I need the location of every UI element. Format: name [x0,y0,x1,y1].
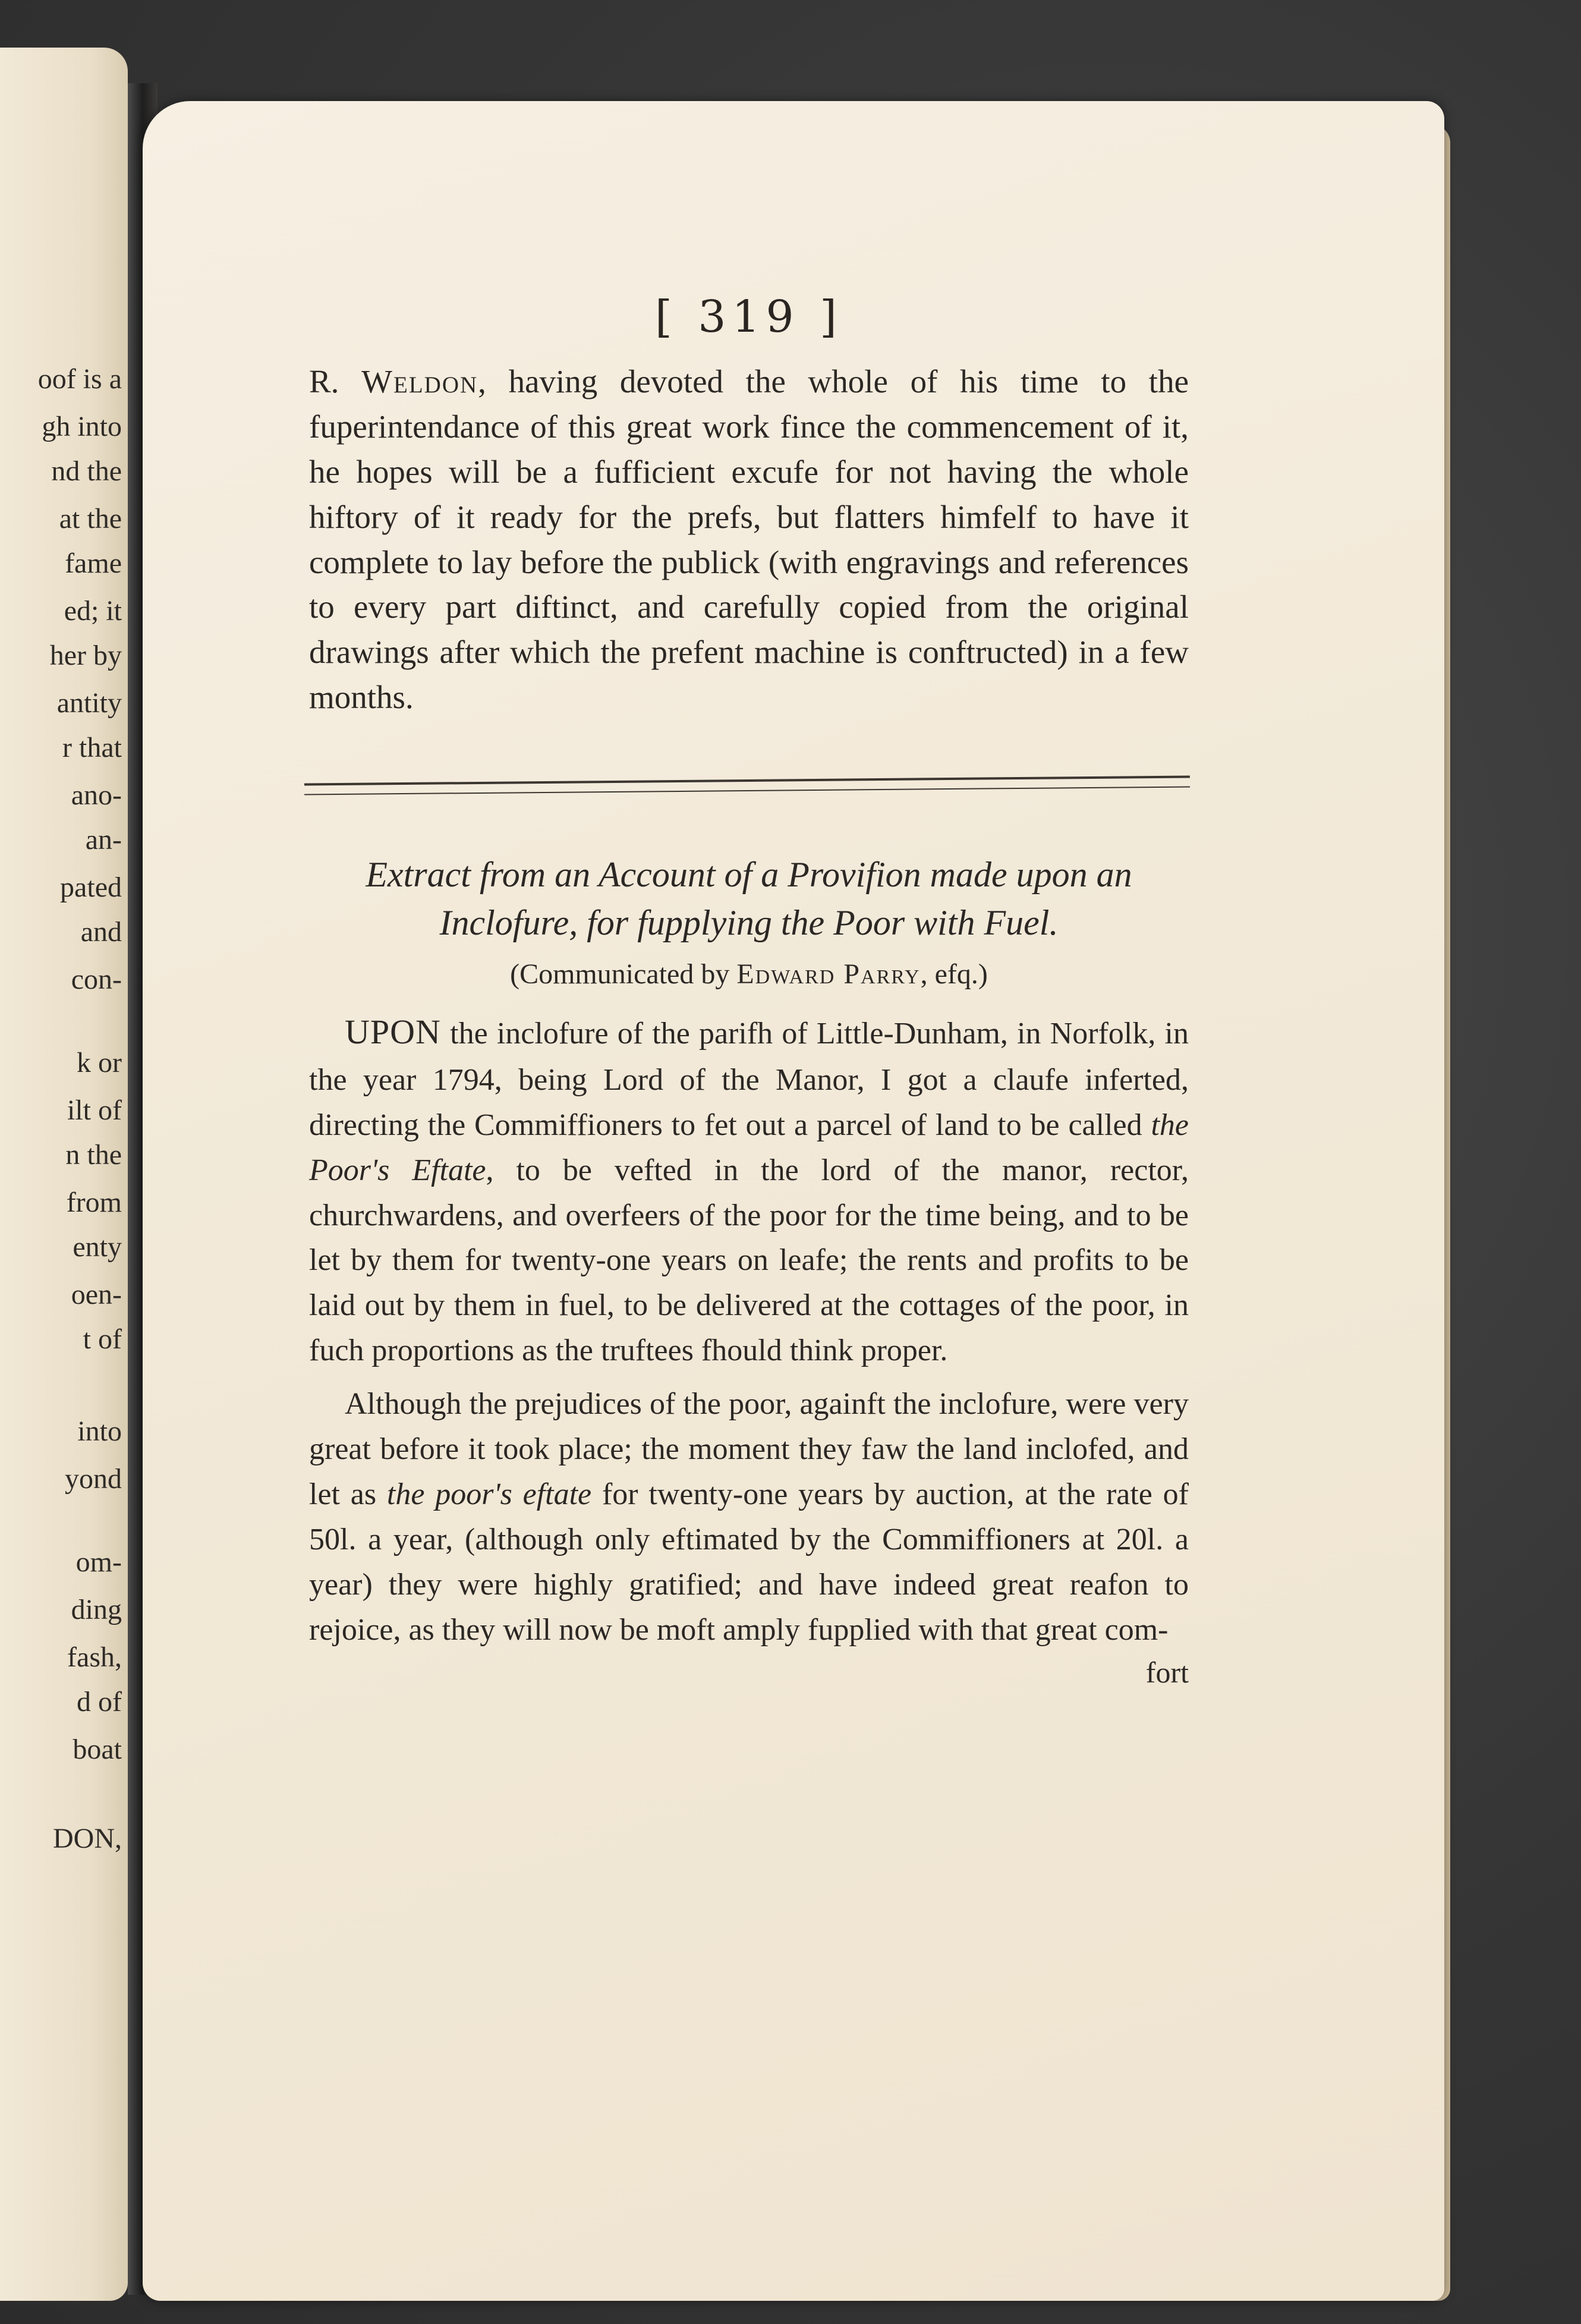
intro-paragraph [309,359,1189,720]
intro-text: , having devoted the whole of his time to the fuperintendance of this great work fince the commencement of it, he hopes will be a fufficient excufe for not having the whole hiftory of it ready for the prefs, but flatters himfelf to have it complete to lay before the publick (with engravings and references to every part diftinct, and carefully copied from the original drawings after which the prefent machine is conftructed) in a few months. [309,363,1189,716]
left-page-fragment: into [77,1416,122,1447]
left-page-fragment: con- [71,964,122,995]
page-content [309,285,1189,1690]
left-page-fragment: oen- [71,1279,122,1310]
left-page-fragment: antity [56,687,122,719]
left-page-fragment: ed; it [64,595,122,627]
intro-lead: R. [309,363,362,400]
left-page-fragment: ano- [71,779,122,811]
intro-name: Weldon [361,363,478,400]
left-page-fragment: boat [73,1734,122,1765]
left-page-fragment: an- [85,824,122,856]
p1-text-b: , to be vefted in the lord of the manor, rector, churchwardens, and overfeers of the poor for the time being, and to be let by them for twenty-one years on leafe; the rents and profits to be laid out by them in fuel, to be delivered at the cottages of the poor, in fuch proportions as the truftees fhould think proper. [309,1153,1189,1368]
left-page-fragment: r that [62,732,122,763]
page-number: [ 319 ] [654,291,843,342]
section-divider [304,776,1190,795]
facing-left-page [0,48,128,2301]
left-page-fragment: k or [77,1047,122,1078]
left-page-fragment: ilt of [67,1095,122,1126]
left-page-fragment: d of [77,1686,122,1718]
left-page-fragment: nd the [51,455,122,487]
left-page-fragment: yond [65,1463,122,1495]
p2-text-a: Although the prejudices of the poor, againft the inclofure, were very great before it took place; the moment they faw the land inclofed, and let as [309,1387,1189,1511]
left-page-fragment: fash, [67,1641,122,1673]
left-page-fragment: at the [59,503,122,534]
p2-italic: the poor's eftate [386,1477,592,1511]
left-page-fragment: oof is a [37,363,122,395]
article-paragraph-2 [309,1382,1189,1652]
left-page-fragment: enty [73,1231,122,1263]
paragraph-first-word: UPON [345,1012,441,1052]
left-page-text-fragments [0,48,128,2301]
left-page-fragment: and [80,916,122,948]
p2-text-b: for twenty-one years by auction, at the rate of 50l. a year, (although only eftimated by the Commiffioners at 20l. a year) they were highly gratified; and have indeed great reafon to rejoice, as they will now be moft amply fupplied with that great com- [309,1477,1189,1647]
left-page-fragment: ding [71,1594,122,1625]
left-page-fragment: DON, [53,1823,122,1854]
left-page-fragment: om- [75,1546,122,1578]
left-page-fragment: her by [49,640,122,671]
left-page-fragment: fame [65,548,122,579]
left-page-fragment: n the [65,1139,122,1171]
byline-after: , efq.) [920,958,988,990]
p1-italic: the Poor's Eftate [309,1108,1189,1187]
left-page-fragment: pated [60,872,122,903]
byline-name: Edward Parry [736,958,921,990]
article-byline [309,958,1189,990]
left-page-fragment: gh into [42,411,122,442]
catchword: fort [1145,1655,1189,1689]
left-page-fragment: t of [83,1323,122,1355]
left-page-fragment: from [66,1187,122,1218]
article-paragraph-1 [309,1007,1189,1373]
article-title: Extract from an Account of a Provifion made upon an Inclofure, for fupplying the Poor with Fuel. [366,855,1132,943]
p1-text-a: the inclofure of the parifh of Little-Dunham, in Norfolk, in the year 1794, being Lord of the Manor, I got a claufe inferted, directing the Commiffioners to fet out a parcel of land to be called [309,1017,1189,1142]
byline-before: (Communicated by [510,958,737,990]
